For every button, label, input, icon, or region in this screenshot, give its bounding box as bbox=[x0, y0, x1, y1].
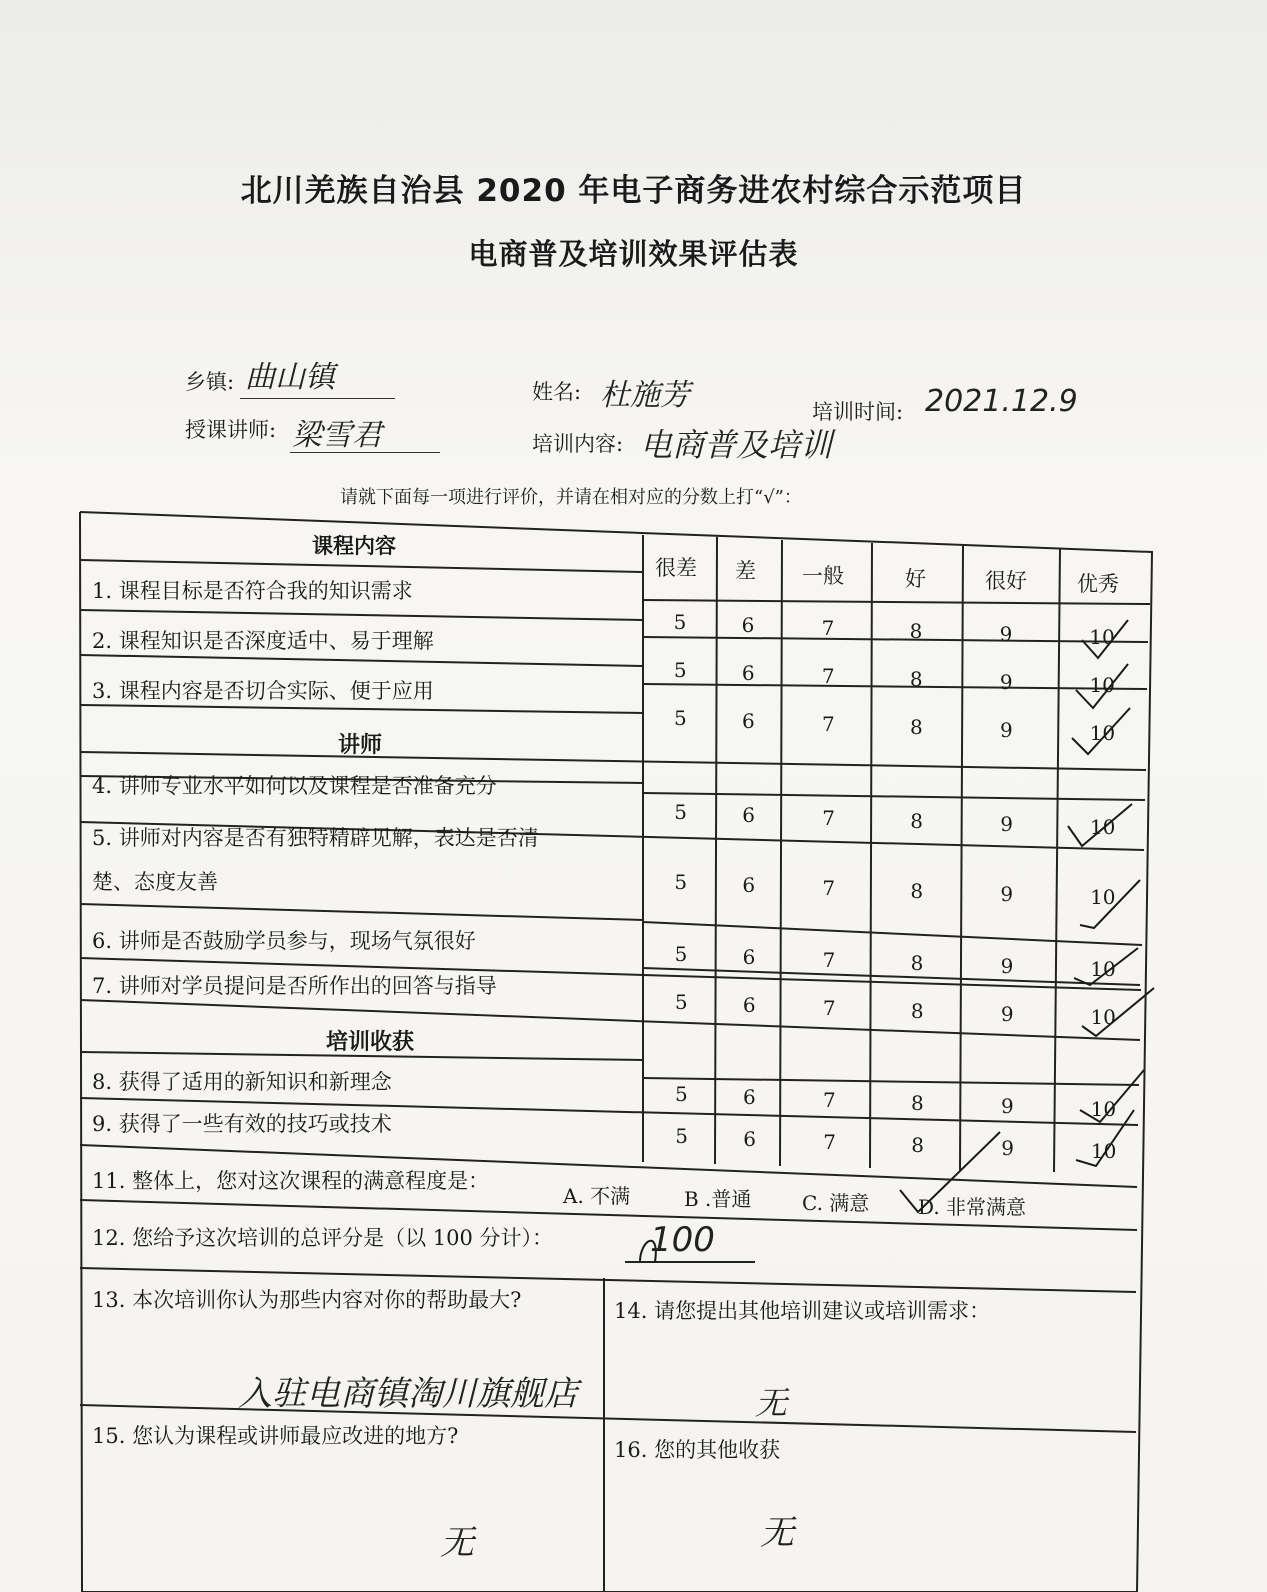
item-1: 1. 课程目标是否符合我的知识需求 bbox=[92, 579, 413, 603]
score-7-8[interactable]: 8 bbox=[910, 999, 924, 1023]
score-1-5[interactable]: 5 bbox=[673, 610, 687, 634]
teacher-label: 授课讲师: bbox=[185, 418, 277, 442]
score-7-6[interactable]: 6 bbox=[742, 993, 756, 1017]
score-5-10[interactable]: 10 bbox=[1090, 885, 1116, 909]
q11-option-a: A. 不满 bbox=[563, 1184, 631, 1208]
score-7-5[interactable]: 5 bbox=[674, 990, 688, 1014]
score-8-7[interactable]: 7 bbox=[823, 1088, 836, 1112]
score-2-7[interactable]: 7 bbox=[821, 664, 835, 688]
score-9-9[interactable]: 9 bbox=[1001, 1136, 1014, 1160]
score-9-10[interactable]: 10 bbox=[1090, 1139, 1117, 1163]
score-4-5[interactable]: 5 bbox=[674, 800, 687, 824]
teacher-value: 梁雪君 bbox=[292, 418, 382, 453]
score-3-8[interactable]: 8 bbox=[910, 715, 923, 739]
score-3-6[interactable]: 6 bbox=[742, 709, 755, 733]
content-value: 电商普及培训 bbox=[640, 426, 833, 464]
item-4: 4. 讲师专业水平如何以及课程是否准备充分 bbox=[92, 774, 497, 798]
score-3-7[interactable]: 7 bbox=[822, 712, 835, 736]
instruction-text: 请就下面每一项进行评价，并请在相对应的分数上打“√”： bbox=[340, 487, 802, 508]
section-title-gains: 培训收获 bbox=[325, 1030, 414, 1055]
score-2-9[interactable]: 9 bbox=[999, 670, 1013, 694]
score-3-9[interactable]: 9 bbox=[1000, 718, 1013, 742]
q16-answer: 无 bbox=[760, 1513, 794, 1553]
town-label: 乡镇: bbox=[185, 370, 235, 394]
q12-answer: 100 bbox=[650, 1220, 715, 1260]
score-7-7[interactable]: 7 bbox=[822, 996, 836, 1020]
item-3: 3. 课程内容是否切合实际、便于应用 bbox=[92, 679, 434, 703]
score-6-5[interactable]: 5 bbox=[674, 942, 688, 966]
q15-answer: 无 bbox=[440, 1523, 474, 1563]
score-1-7[interactable]: 7 bbox=[821, 616, 835, 640]
q11-option-d: D. 非常满意 bbox=[918, 1195, 1027, 1219]
score-2-8[interactable]: 8 bbox=[909, 667, 923, 691]
score-1-10[interactable]: 10 bbox=[1089, 625, 1115, 649]
rating-header-good: 好 bbox=[905, 567, 926, 591]
rating-header-very-good: 很好 bbox=[985, 569, 1027, 593]
score-8-8[interactable]: 8 bbox=[911, 1091, 924, 1115]
time-value: 2021.12.9 bbox=[925, 384, 1078, 419]
score-5-7[interactable]: 7 bbox=[822, 876, 836, 900]
score-5-8[interactable]: 8 bbox=[910, 879, 924, 903]
form-title: 北川羌族自治县 2020 年电子商务进农村综合示范项目 bbox=[240, 173, 1027, 209]
score-9-6[interactable]: 6 bbox=[743, 1127, 756, 1151]
score-6-8[interactable]: 8 bbox=[910, 951, 924, 975]
rating-header-very-poor: 很差 bbox=[655, 556, 697, 580]
score-5-9[interactable]: 9 bbox=[1000, 882, 1014, 906]
score-4-10[interactable]: 10 bbox=[1089, 815, 1116, 839]
score-8-9[interactable]: 9 bbox=[1001, 1094, 1014, 1118]
score-1-9[interactable]: 9 bbox=[999, 622, 1013, 646]
q14-text: 14. 请您提出其他培训建议或培训需求： bbox=[614, 1299, 991, 1323]
score-8-10[interactable]: 10 bbox=[1090, 1097, 1117, 1121]
q12-text: 12. 您给予这次培训的总评分是（以 100 分计）： bbox=[92, 1226, 554, 1250]
town-value: 曲山镇 bbox=[245, 360, 335, 395]
score-3-10[interactable]: 10 bbox=[1089, 721, 1116, 745]
item-8: 8. 获得了适用的新知识和新理念 bbox=[92, 1070, 392, 1094]
q11-text: 11. 整体上，您对这次课程的满意程度是： bbox=[92, 1169, 490, 1193]
item-2: 2. 课程知识是否深度适中、易于理解 bbox=[92, 629, 434, 653]
score-6-6[interactable]: 6 bbox=[742, 945, 756, 969]
time-label: 培训时间: bbox=[812, 400, 904, 424]
score-4-8[interactable]: 8 bbox=[910, 809, 923, 833]
name-value: 杜施芳 bbox=[600, 378, 690, 413]
q16-text: 16. 您的其他收获 bbox=[614, 1438, 781, 1462]
q11-option-c: C. 满意 bbox=[802, 1191, 870, 1215]
score-5-5[interactable]: 5 bbox=[674, 870, 688, 894]
score-1-6[interactable]: 6 bbox=[741, 613, 755, 637]
score-9-7[interactable]: 7 bbox=[823, 1130, 836, 1154]
score-8-6[interactable]: 6 bbox=[743, 1085, 756, 1109]
item-7: 7. 讲师对学员提问是否所作出的回答与指导 bbox=[92, 974, 497, 998]
score-1-8[interactable]: 8 bbox=[909, 619, 923, 643]
item-9: 9. 获得了一些有效的技巧或技术 bbox=[92, 1112, 392, 1136]
form-subtitle: 电商普及培训效果评估表 bbox=[468, 237, 799, 271]
score-2-6[interactable]: 6 bbox=[741, 661, 755, 685]
score-8-5[interactable]: 5 bbox=[675, 1082, 688, 1106]
score-7-10[interactable]: 10 bbox=[1090, 1005, 1116, 1029]
score-6-9[interactable]: 9 bbox=[1000, 954, 1014, 978]
score-7-9[interactable]: 9 bbox=[1000, 1002, 1014, 1026]
name-label: 姓名: bbox=[532, 380, 582, 404]
item-6: 6. 讲师是否鼓励学员参与，现场气氛很好 bbox=[92, 929, 476, 953]
q13-text: 13. 本次培训你认为那些内容对你的帮助最大? bbox=[92, 1288, 522, 1312]
section-title-instructor: 讲师 bbox=[337, 733, 382, 758]
q11-option-b: B .普通 bbox=[684, 1187, 752, 1211]
score-9-8[interactable]: 8 bbox=[911, 1133, 924, 1157]
score-6-7[interactable]: 7 bbox=[822, 948, 836, 972]
score-9-5[interactable]: 5 bbox=[675, 1124, 688, 1148]
rating-header-average: 一般 bbox=[802, 564, 844, 588]
item-5-line1: 5. 讲师对内容是否有独特精辟见解，表达是否清 bbox=[92, 826, 539, 850]
score-2-10[interactable]: 10 bbox=[1089, 673, 1115, 697]
rating-header-poor: 差 bbox=[735, 559, 756, 583]
rating-header-excellent: 优秀 bbox=[1077, 572, 1119, 596]
score-4-9[interactable]: 9 bbox=[1000, 812, 1013, 836]
score-6-10[interactable]: 10 bbox=[1090, 957, 1116, 981]
content-label: 培训内容: bbox=[532, 432, 624, 456]
score-5-6[interactable]: 6 bbox=[742, 873, 756, 897]
score-3-5[interactable]: 5 bbox=[674, 706, 687, 730]
item-5-line2: 楚、态度友善 bbox=[92, 870, 218, 894]
score-4-6[interactable]: 6 bbox=[742, 803, 755, 827]
score-2-5[interactable]: 5 bbox=[673, 658, 687, 682]
q15-text: 15. 您认为课程或讲师最应改进的地方? bbox=[92, 1424, 459, 1448]
q13-answer: 入驻电商镇淘川旗舰店 bbox=[238, 1374, 578, 1414]
course-content-header: 课程内容 bbox=[312, 534, 396, 558]
score-4-7[interactable]: 7 bbox=[822, 806, 835, 830]
q14-answer: 无 bbox=[755, 1384, 788, 1422]
